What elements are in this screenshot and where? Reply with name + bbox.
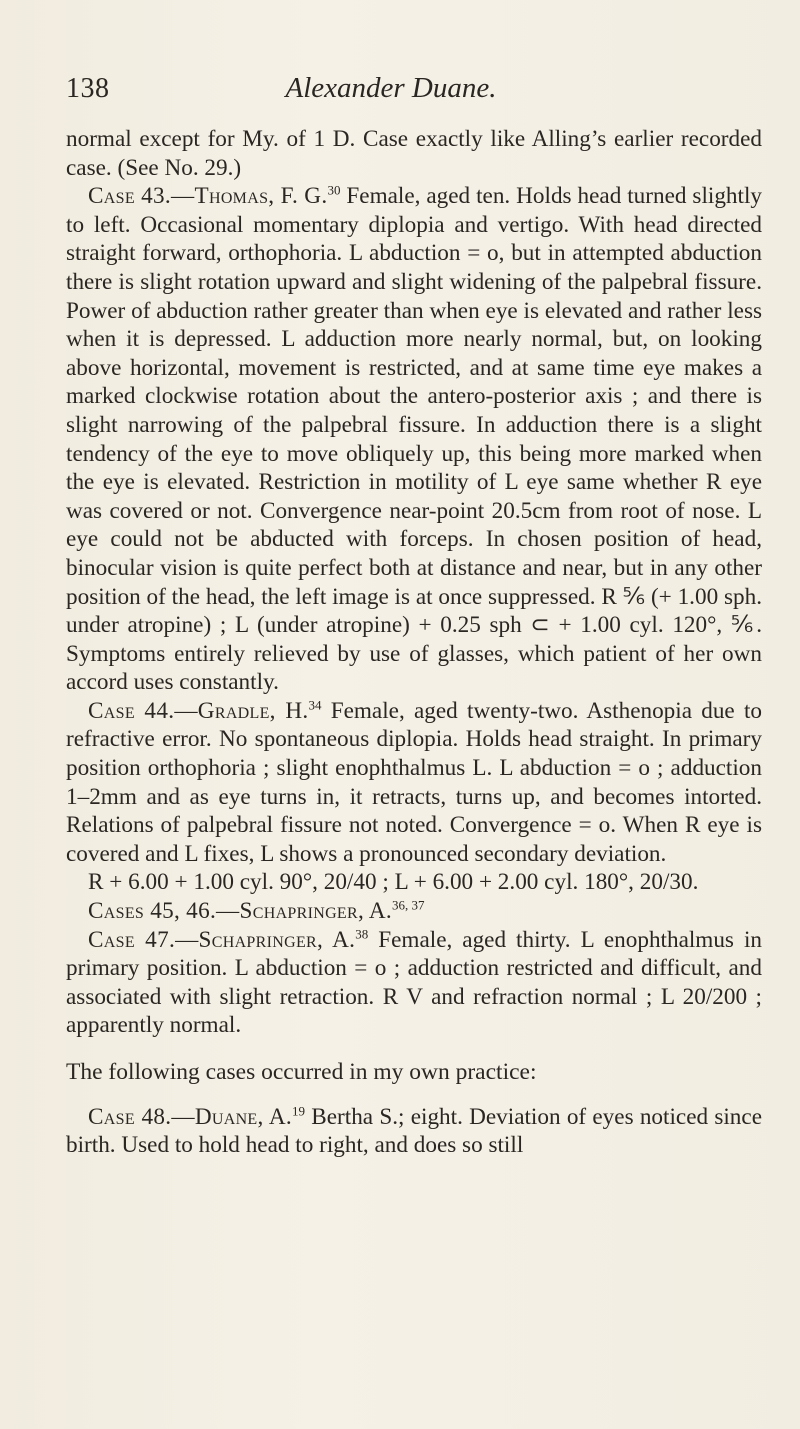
- case-text: Bertha S.; eight. Deviation of eyes noticed since birth. Used to hold head to right, and does so still: [66, 1103, 762, 1159]
- reference-number: 38: [355, 925, 369, 941]
- page-number: 138: [66, 73, 110, 104]
- case-text: Female, aged thirty. L enophthalmus in primary position. L abduction = o ; adduction restricted and difficult, and associated with slight retraction. R V and refraction normal ; L 20/200 ; apparently normal.: [66, 926, 762, 1039]
- running-title: Alexander Duane.: [285, 72, 497, 104]
- case-47-paragraph: [66, 926, 762, 1040]
- case-43-paragraph: [66, 182, 762, 697]
- case-48-paragraph: [66, 1103, 762, 1160]
- reference-number: 34: [308, 697, 322, 713]
- case-heading: Case 44.—Gradle, H.: [88, 697, 309, 724]
- case-heading: Case 47.—Schapringer, A.: [88, 926, 356, 953]
- paragraph-continuation: [66, 125, 762, 182]
- refraction-formula: [66, 868, 762, 897]
- formula-text: R + 6.00 + 1.00 cyl. 90°, 20/40 ; L + 6.00 + 2.00 cyl. 180°, 20/30.: [88, 869, 699, 896]
- reference-number: 36, 37: [392, 897, 425, 913]
- paragraph-text: normal except for My. of 1 D. Case exactly like Alling’s earlier recorded case. (See No. 29.): [66, 126, 762, 181]
- case-heading: Case 48.—Duane, A.: [88, 1103, 293, 1130]
- section-lead-text: The following cases occurred in my own practice:: [66, 1059, 537, 1085]
- reference-number: 19: [292, 1102, 306, 1118]
- case-heading: Cases 45, 46.—Schapringer, A.: [88, 898, 393, 925]
- reference-number: 30: [327, 182, 341, 198]
- body-text: [66, 125, 762, 1160]
- case-44-paragraph: [66, 697, 762, 869]
- case-text: Female, aged twenty-two. Asthenopia due to refractive error. No spontaneous diplopia. Holds head straight. In primary position orthophoria ; slight enophthalmus L. L abduction = o ; adduction 1–2mm and as eye turns in, it retracts, turns up, and becomes intorted. Relations of palpebral fissure not noted. Convergence = o. When R eye is covered and L fixes, L shows a pronounced secondary deviation.: [66, 697, 762, 867]
- running-head: [66, 72, 762, 105]
- case-heading: Case 43.—Thomas, F. G.: [88, 183, 328, 210]
- section-lead: [66, 1058, 762, 1087]
- case-text: Female, aged ten. Holds head turned slightly to left. Occasional momentary diplopia and vertigo. With head directed straight forward, orthophoria. L abduction = o, but in attempted abduction there is slight rotation upward and slight widening of the palpebral fissure. Power of abduction rather greater than when eye is elevated and rather less when it is depressed. L adduction more nearly normal, but, on looking above horizontal, movement is restricted, and at same time eye makes a marked clockwise rotation about the antero-posterior axis ; and there is slight narrowing of the palpebral fissure. In adduction there is a slight tendency of the eye to move obliquely up, this being more marked when the eye is elevated. Restriction in motility of L eye same whether R eye was covered or not. Convergence near-point 20.5cm from root of nose. L eye could not be abducted with forceps. In chosen position of head, binocular vision is quite perfect both at distance and near, but in any other position of the head, the left image is at once suppressed. R ⅚ (+ 1.00 sph. under atropine) ; L (under atropine) + 0.25 sph ⊂ + 1.00 cyl. 120°, ⅚. Symptoms entirely relieved by use of glasses, which patient of her own accord uses constantly.: [66, 183, 762, 696]
- cases-45-46-paragraph: [66, 897, 762, 926]
